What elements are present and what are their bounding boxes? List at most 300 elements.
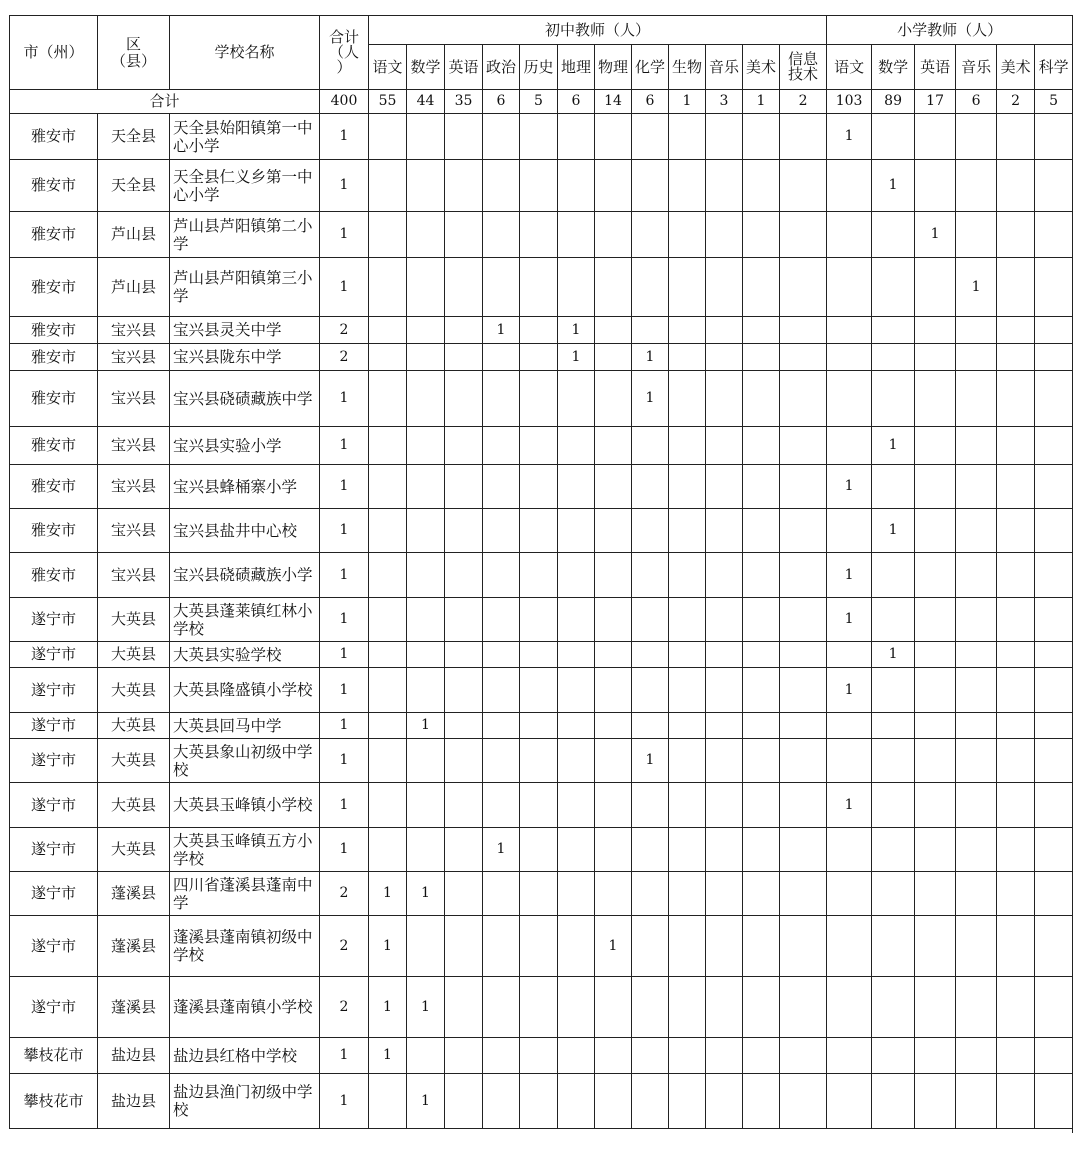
row-primary-value [956, 977, 997, 1038]
row-primary-value: 1 [827, 465, 872, 509]
row-primary-value [915, 783, 956, 828]
row-middle-value [632, 977, 669, 1038]
row-total: 1 [320, 258, 369, 317]
header-middle-subject: 信息 技术 [780, 45, 827, 90]
row-middle-value: 1 [407, 1074, 445, 1129]
row-primary-value: 1 [827, 668, 872, 713]
row-primary-value [1035, 317, 1073, 344]
row-primary-value [827, 1074, 872, 1129]
row-primary-value [915, 668, 956, 713]
row-middle-value [780, 783, 827, 828]
row-middle-value [780, 828, 827, 872]
row-middle-value [445, 317, 483, 344]
summary-middle-value: 14 [595, 90, 632, 114]
row-middle-value [780, 668, 827, 713]
row-middle-value [780, 977, 827, 1038]
row-primary-value [827, 344, 872, 371]
row-middle-value [483, 713, 520, 739]
row-middle-value [632, 783, 669, 828]
row-primary-value [915, 317, 956, 344]
header-middle-subject: 语文 [369, 45, 407, 90]
table-row [10, 739, 1073, 783]
row-middle-value [706, 465, 743, 509]
row-middle-value [743, 668, 780, 713]
row-middle-value [780, 114, 827, 160]
row-city: 遂宁市 [10, 598, 98, 642]
row-middle-value [445, 212, 483, 258]
row-middle-value [407, 317, 445, 344]
row-total: 1 [320, 212, 369, 258]
row-district: 宝兴县 [98, 509, 170, 553]
row-primary-value: 1 [872, 642, 915, 668]
row-primary-value [956, 317, 997, 344]
row-middle-value: 1 [558, 317, 595, 344]
row-middle-value [558, 371, 595, 427]
row-primary-value [915, 371, 956, 427]
row-middle-value [407, 427, 445, 465]
row-primary-value [915, 114, 956, 160]
row-primary-value [827, 828, 872, 872]
row-middle-value [669, 713, 706, 739]
row-middle-value [632, 828, 669, 872]
row-middle-value [780, 509, 827, 553]
row-middle-value [595, 1038, 632, 1074]
row-primary-value [956, 916, 997, 977]
header-middle-subject: 英语 [445, 45, 483, 90]
row-middle-value [669, 872, 706, 916]
row-total: 2 [320, 916, 369, 977]
row-middle-value [743, 114, 780, 160]
row-middle-value [706, 739, 743, 783]
row-primary-value [827, 212, 872, 258]
row-primary-value [956, 1074, 997, 1129]
row-primary-value [956, 642, 997, 668]
row-middle-value [520, 465, 558, 509]
row-primary-value [1035, 114, 1073, 160]
row-middle-value [706, 1038, 743, 1074]
summary-primary-value: 2 [997, 90, 1035, 114]
row-primary-value [997, 465, 1035, 509]
row-middle-value [369, 160, 407, 212]
row-middle-value [445, 344, 483, 371]
row-primary-value [956, 872, 997, 916]
row-middle-value [483, 258, 520, 317]
row-middle-value [483, 553, 520, 598]
row-primary-value [997, 739, 1035, 783]
row-school-name: 大英县隆盛镇小学校 [170, 668, 320, 713]
row-middle-value [369, 713, 407, 739]
row-primary-value [956, 713, 997, 739]
row-middle-value [483, 977, 520, 1038]
row-middle-value [520, 212, 558, 258]
row-primary-value [997, 509, 1035, 553]
summary-middle-value: 6 [483, 90, 520, 114]
row-city: 遂宁市 [10, 668, 98, 713]
row-primary-value [997, 872, 1035, 916]
row-middle-value [520, 598, 558, 642]
row-middle-value [445, 553, 483, 598]
header-district: 区 （县） [98, 16, 170, 90]
row-primary-value: 1 [956, 258, 997, 317]
summary-middle-value: 6 [632, 90, 669, 114]
row-primary-value [1035, 828, 1073, 872]
row-primary-value [997, 317, 1035, 344]
row-school-name: 大英县玉峰镇小学校 [170, 783, 320, 828]
row-primary-value [1035, 783, 1073, 828]
table-row [10, 872, 1073, 916]
row-middle-value [669, 1038, 706, 1074]
row-middle-value [706, 977, 743, 1038]
row-middle-value [780, 642, 827, 668]
row-middle-value [706, 371, 743, 427]
row-total: 1 [320, 465, 369, 509]
table-row [10, 371, 1073, 427]
row-middle-value [483, 371, 520, 427]
row-middle-value [595, 642, 632, 668]
row-middle-value [669, 317, 706, 344]
row-middle-value [558, 160, 595, 212]
row-district: 宝兴县 [98, 371, 170, 427]
row-middle-value [558, 916, 595, 977]
row-city: 雅安市 [10, 317, 98, 344]
row-city: 雅安市 [10, 371, 98, 427]
row-middle-value: 1 [407, 713, 445, 739]
row-primary-value [827, 642, 872, 668]
row-middle-value [706, 427, 743, 465]
row-middle-value [780, 598, 827, 642]
row-middle-value [632, 427, 669, 465]
row-total: 1 [320, 427, 369, 465]
row-primary-value [915, 553, 956, 598]
row-middle-value [669, 465, 706, 509]
row-middle-value [407, 668, 445, 713]
row-middle-value [483, 872, 520, 916]
row-middle-value [369, 258, 407, 317]
row-middle-value [706, 872, 743, 916]
row-total: 1 [320, 739, 369, 783]
row-middle-value [520, 553, 558, 598]
row-school-name: 芦山县芦阳镇第三小学 [170, 258, 320, 317]
row-district: 盐边县 [98, 1074, 170, 1129]
summary-middle-value: 2 [780, 90, 827, 114]
table-row [10, 783, 1073, 828]
row-middle-value [445, 642, 483, 668]
row-primary-value [827, 317, 872, 344]
row-total: 1 [320, 598, 369, 642]
row-primary-value: 1 [915, 212, 956, 258]
row-middle-value [483, 739, 520, 783]
row-middle-value [669, 739, 706, 783]
row-school-name: 芦山县芦阳镇第二小学 [170, 212, 320, 258]
row-district: 盐边县 [98, 1038, 170, 1074]
row-middle-value [483, 916, 520, 977]
header-primary-subject: 科学 [1035, 45, 1073, 90]
row-middle-value [595, 977, 632, 1038]
row-middle-value [483, 160, 520, 212]
row-school-name: 蓬溪县蓬南镇初级中学校 [170, 916, 320, 977]
row-middle-value [632, 212, 669, 258]
row-district: 大英县 [98, 828, 170, 872]
table-row [10, 344, 1073, 371]
row-city: 遂宁市 [10, 828, 98, 872]
row-city: 遂宁市 [10, 977, 98, 1038]
row-middle-value [632, 317, 669, 344]
row-middle-value [558, 114, 595, 160]
row-primary-value [997, 427, 1035, 465]
row-middle-value [369, 668, 407, 713]
row-primary-value [1035, 739, 1073, 783]
row-middle-value [520, 344, 558, 371]
row-primary-value: 1 [827, 553, 872, 598]
row-primary-value [872, 212, 915, 258]
row-middle-value [558, 783, 595, 828]
header-middle-subject: 历史 [520, 45, 558, 90]
row-school-name: 宝兴县灵关中学 [170, 317, 320, 344]
row-middle-value [669, 427, 706, 465]
header-middle-subject: 数学 [407, 45, 445, 90]
row-middle-value [706, 1074, 743, 1129]
row-city: 遂宁市 [10, 872, 98, 916]
row-district: 大英县 [98, 598, 170, 642]
row-school-name: 宝兴县陇东中学 [170, 344, 320, 371]
row-school-name: 宝兴县硗碛藏族中学 [170, 371, 320, 427]
row-middle-value [669, 371, 706, 427]
row-primary-value [915, 739, 956, 783]
row-primary-value [956, 598, 997, 642]
row-primary-value: 1 [827, 598, 872, 642]
row-middle-value [520, 258, 558, 317]
header-middle-subject: 物理 [595, 45, 632, 90]
row-middle-value [632, 1074, 669, 1129]
row-city: 雅安市 [10, 553, 98, 598]
row-school-name: 天全县始阳镇第一中心小学 [170, 114, 320, 160]
row-primary-value [872, 114, 915, 160]
row-school-name: 大英县玉峰镇五方小学校 [170, 828, 320, 872]
row-primary-value [872, 598, 915, 642]
row-middle-value [669, 828, 706, 872]
row-primary-value [827, 160, 872, 212]
row-primary-value [872, 317, 915, 344]
table-row [10, 427, 1073, 465]
summary-row [10, 90, 1073, 114]
row-primary-value [1035, 872, 1073, 916]
row-middle-value [445, 160, 483, 212]
row-middle-value [445, 828, 483, 872]
row-middle-value [743, 371, 780, 427]
row-middle-value [407, 783, 445, 828]
row-middle-value [369, 1074, 407, 1129]
row-middle-value [520, 371, 558, 427]
row-primary-value [956, 509, 997, 553]
row-middle-value [632, 553, 669, 598]
summary-primary-value: 17 [915, 90, 956, 114]
row-middle-value [669, 160, 706, 212]
row-school-name: 大英县象山初级中学校 [170, 739, 320, 783]
row-middle-value [706, 713, 743, 739]
row-middle-value [743, 465, 780, 509]
row-primary-value [956, 160, 997, 212]
row-middle-value [669, 642, 706, 668]
row-middle-value [669, 668, 706, 713]
row-middle-value [558, 828, 595, 872]
row-primary-value [915, 1038, 956, 1074]
row-primary-value [915, 344, 956, 371]
table-row [10, 212, 1073, 258]
row-middle-value [595, 598, 632, 642]
row-middle-value [595, 160, 632, 212]
row-primary-value [915, 1074, 956, 1129]
row-middle-value [669, 977, 706, 1038]
row-middle-value [743, 828, 780, 872]
row-middle-value [780, 872, 827, 916]
row-district: 大英县 [98, 783, 170, 828]
row-primary-value [915, 427, 956, 465]
table-row [10, 828, 1073, 872]
row-primary-value [997, 668, 1035, 713]
row-middle-value [780, 916, 827, 977]
row-middle-value [369, 344, 407, 371]
row-middle-value [780, 344, 827, 371]
row-primary-value [827, 977, 872, 1038]
row-primary-value [1035, 465, 1073, 509]
row-school-name: 大英县实验学校 [170, 642, 320, 668]
row-primary-value [1035, 668, 1073, 713]
row-middle-value [558, 509, 595, 553]
header-middle-subject: 生物 [669, 45, 706, 90]
row-city: 攀枝花市 [10, 1074, 98, 1129]
row-middle-value [743, 509, 780, 553]
row-primary-value [956, 1038, 997, 1074]
row-school-name: 宝兴县盐井中心校 [170, 509, 320, 553]
row-middle-value [520, 713, 558, 739]
row-primary-value [956, 465, 997, 509]
summary-label: 合计 [10, 90, 320, 114]
row-middle-value [520, 916, 558, 977]
header-school: 学校名称 [170, 16, 320, 90]
row-middle-value [706, 553, 743, 598]
row-primary-value [827, 739, 872, 783]
row-primary-value [1035, 258, 1073, 317]
row-middle-value [369, 114, 407, 160]
row-city: 雅安市 [10, 465, 98, 509]
row-middle-value [483, 114, 520, 160]
row-middle-value [595, 1074, 632, 1129]
row-city: 遂宁市 [10, 642, 98, 668]
row-total: 1 [320, 783, 369, 828]
row-primary-value [915, 160, 956, 212]
row-district: 大英县 [98, 668, 170, 713]
row-middle-value [407, 739, 445, 783]
table-row [10, 317, 1073, 344]
table-row [10, 1038, 1073, 1074]
row-district: 天全县 [98, 160, 170, 212]
row-middle-value: 1 [369, 916, 407, 977]
row-middle-value [706, 642, 743, 668]
row-primary-value [997, 160, 1035, 212]
row-district: 宝兴县 [98, 465, 170, 509]
row-city: 雅安市 [10, 114, 98, 160]
row-primary-value [915, 642, 956, 668]
row-middle-value [407, 553, 445, 598]
row-total: 1 [320, 1074, 369, 1129]
row-middle-value [780, 739, 827, 783]
row-middle-value [520, 739, 558, 783]
row-middle-value [558, 642, 595, 668]
row-middle-value [483, 598, 520, 642]
header-city: 市（州） [10, 16, 98, 90]
row-middle-value [407, 1038, 445, 1074]
row-middle-value [780, 713, 827, 739]
row-middle-value [780, 371, 827, 427]
row-primary-value [956, 114, 997, 160]
row-middle-value [780, 553, 827, 598]
row-total: 1 [320, 1038, 369, 1074]
row-primary-value [956, 344, 997, 371]
header-total: 合计 （人 ） [320, 16, 369, 90]
row-middle-value [445, 258, 483, 317]
row-middle-value [445, 114, 483, 160]
summary-middle-value: 44 [407, 90, 445, 114]
row-middle-value [595, 828, 632, 872]
row-middle-value [483, 642, 520, 668]
row-middle-value [369, 783, 407, 828]
row-primary-value [997, 977, 1035, 1038]
summary-primary-value: 89 [872, 90, 915, 114]
row-middle-value [706, 509, 743, 553]
row-middle-value [669, 258, 706, 317]
row-middle-value [558, 212, 595, 258]
row-total: 1 [320, 828, 369, 872]
row-primary-value [956, 371, 997, 427]
row-primary-value [915, 258, 956, 317]
row-primary-value [872, 465, 915, 509]
row-middle-value [632, 509, 669, 553]
row-primary-value [1035, 509, 1073, 553]
row-middle-value [407, 465, 445, 509]
row-district: 芦山县 [98, 258, 170, 317]
row-total: 2 [320, 344, 369, 371]
row-primary-value [872, 553, 915, 598]
row-primary-value [1035, 160, 1073, 212]
row-middle-value [369, 427, 407, 465]
row-primary-value [997, 212, 1035, 258]
header-middle-teachers: 初中教师（人） [369, 16, 827, 45]
row-primary-value [956, 783, 997, 828]
row-middle-value [445, 1038, 483, 1074]
row-middle-value [407, 371, 445, 427]
row-district: 蓬溪县 [98, 977, 170, 1038]
row-middle-value [407, 212, 445, 258]
row-middle-value [632, 642, 669, 668]
row-middle-value [595, 739, 632, 783]
row-middle-value [407, 160, 445, 212]
row-primary-value [827, 509, 872, 553]
row-middle-value [558, 1074, 595, 1129]
row-city: 遂宁市 [10, 739, 98, 783]
row-primary-value [1035, 344, 1073, 371]
row-primary-value [1035, 212, 1073, 258]
row-primary-value [827, 872, 872, 916]
table-row [10, 258, 1073, 317]
row-city: 遂宁市 [10, 916, 98, 977]
row-middle-value [369, 509, 407, 553]
row-middle-value [595, 872, 632, 916]
row-school-name: 四川省蓬溪县蓬南中学 [170, 872, 320, 916]
header-primary-subject: 美术 [997, 45, 1035, 90]
row-middle-value [483, 1038, 520, 1074]
row-middle-value [632, 668, 669, 713]
summary-primary-value: 5 [1035, 90, 1073, 114]
